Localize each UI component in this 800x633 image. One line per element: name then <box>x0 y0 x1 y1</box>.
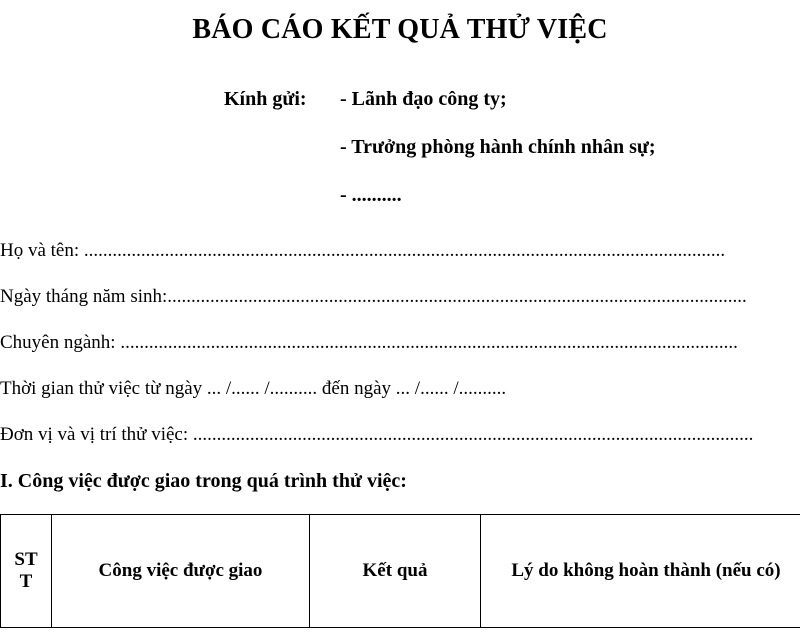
section-heading: I. Công việc được giao trong quá trình thử việc: <box>0 470 407 492</box>
header-stt: ST T <box>1 515 52 628</box>
field-full-name: Họ và tên: ....................................................................................................................................... <box>0 240 726 261</box>
field-major: Chuyên ngành: .................................................................................................................................. <box>0 332 738 353</box>
header-result: Kết quả <box>310 515 481 628</box>
header-incomplete-reason: Lý do không hoàn thành (nếu có) <box>481 515 800 628</box>
field-probation-period: Thời gian thử việc từ ngày ... /...... /.......... đến ngày ... /...... /.......... <box>0 378 507 399</box>
assigned-tasks-table <box>0 514 800 628</box>
field-date-of-birth: Ngày tháng năm sinh:.......................................................................................................................... <box>0 286 747 307</box>
recipient-line: - Lãnh đạo công ty; <box>340 88 507 110</box>
document-title: BÁO CÁO KẾT QUẢ THỬ VIỆC <box>192 14 608 45</box>
table-header-row <box>1 515 800 628</box>
header-assigned-work: Công việc được giao <box>52 515 310 628</box>
field-unit-position: Đơn vị và vị trí thử việc: ...................................................................................................................... <box>0 424 754 445</box>
recipients-label: Kính gửi: <box>224 88 307 110</box>
recipient-line: - .......... <box>340 184 402 206</box>
recipient-line: - Trưởng phòng hành chính nhân sự; <box>340 136 656 158</box>
